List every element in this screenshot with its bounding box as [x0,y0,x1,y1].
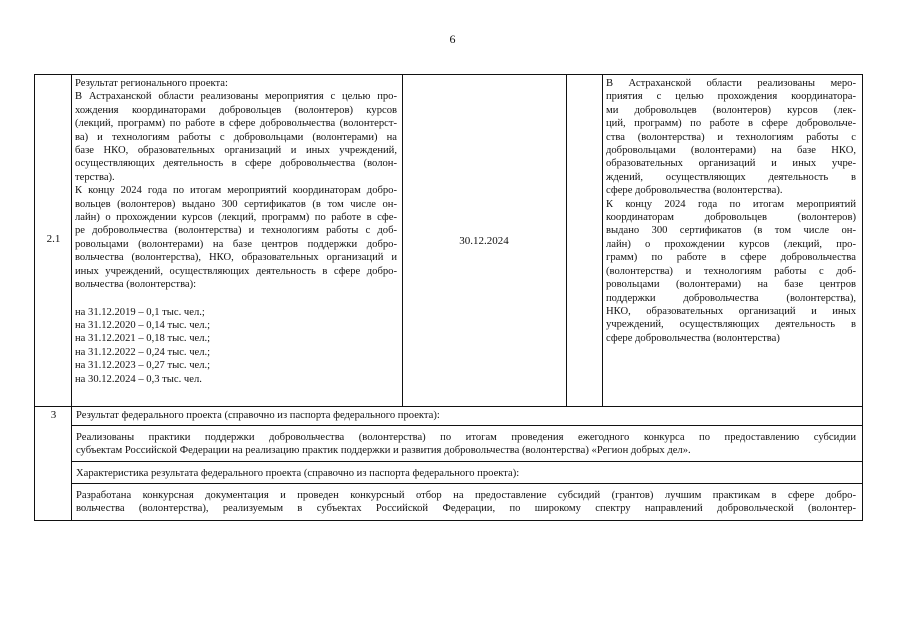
text-line: ждений, осуществляющих деятельность в [606,171,856,183]
text-line: ства (волонтерства) и технологиям работы с [606,131,856,143]
text-line: (лекций, программ) по работе в сфере добровольчества (волонтерст- [75,118,397,130]
text-line: базе НКО, образовательных организаций и иных учреждений, [75,145,397,157]
federal-result-heading: Результат федерального проекта (справочно из паспорта федерального проекта): [76,410,440,421]
federal-result-text [76,431,856,458]
column-divider [566,75,567,406]
text-line: Результат регионального проекта: [75,78,228,89]
characteristic-heading: Характеристика результата федерального проекта (справочно из паспорта федерального проекта): [76,468,520,479]
column-divider [602,75,603,406]
text-line: НКО, образовательных организаций и иных [606,305,856,317]
text-line: поддержки добровольчества (волонтерства), [606,292,856,304]
target-value: на 31.12.2021 – 0,18 тыс. чел.; [75,333,211,345]
text-line: добровольцами (волонтерами) на базе НКО, [606,145,856,157]
table-row-2-1 [35,75,862,407]
target-value: на 31.12.2020 – 0,14 тыс. чел.; [75,319,211,331]
text-line: приятия с целью прохождения координаторa- [606,91,856,103]
row-divider [72,483,862,484]
due-date: 30.12.2024 [459,234,509,247]
text-line: лайн) о прохождении курсов (лекций, программ) по работе в сфе- [75,212,397,224]
text-line: В Астраханской области реализованы мероприятия с целью про- [75,91,397,103]
text-line: ровольцами (волонтерами) на базе центров [606,279,856,291]
text-line: осуществляющих деятельность в сфере добровольчества (волон- [75,158,397,170]
column-divider [71,406,72,521]
text-line: вольчества (волонтерства): [75,279,197,291]
text-line: лайн) о прохождении курсов (лекций, про- [606,238,856,250]
text-line: К концу 2024 года по итогам мероприятий [606,198,856,210]
target-value: на 31.12.2019 – 0,1 тыс. чел.; [75,306,205,318]
regional-result-text [75,77,397,386]
text-line: ми добровольцев (волонтеров) курсов (лек- [606,104,856,116]
text-line: сфере добровольчества (волонтерства) [606,332,780,344]
text-line: терства). [75,171,115,183]
row-divider [72,461,862,462]
text-line: Реализованы практики поддержки добровольчества (волонтерства) по итогам проведения ежегодного конкурса по предоставлению субсидии [76,432,856,443]
row-divider [72,425,862,426]
text-line: (волонтерства) и технологиям работы с доб- [606,265,856,277]
text-line: грамм) по работе в сфере добровольчества [606,252,856,264]
page-number: 6 [449,32,456,46]
text-line: ва) и технологиям работы с добровольцами (волонтерами) на [75,131,397,143]
implementation-text [606,77,856,345]
target-value: на 31.12.2022 – 0,24 тыс. чел.; [75,346,211,358]
document-table [34,74,863,521]
text-line: К концу 2024 года по итогам мероприятий координаторам добро- [75,185,397,197]
text-line: хождения координаторами добровольцев (волонтеров) курсов [75,104,397,116]
row-number: 2.1 [46,233,61,245]
text-line: ций, программ) по работе в сфере добровольче- [606,118,856,130]
text-line: образовательных организаций и иных учре- [606,158,856,170]
text-line: Разработана конкурсная документация и проведен конкурсный отбор на предоставление субсидий (грантов) лучшим практикам в сфере добро- [76,490,856,501]
text-line: вольцев (волонтеров) выдано 300 сертификатов (в том числе он- [75,198,397,210]
text-line: ровольцами (волонтерами) на базе центров поддержки добро- [75,238,397,250]
text-line: субъектам Российской Федерации на реализацию практик поддержки и развития добровольчества (волонтерства) «Регион добрых дел». [76,445,691,457]
row-number: 3 [50,409,57,421]
text-line: вольчества (волонтерства), реализуемым в субъектах Российской Федерации, по широкому спектру направлений добровольческой (волонтер- [76,503,856,515]
text-line: координаторам добровольцев (волонтеров) [606,212,856,224]
text-line: ре добровольчества (волонтерства) и технологиям работы с доб- [75,225,397,237]
text-line: выдано 300 сертификатов (в том числе он- [606,225,856,237]
table-row-3 [35,406,862,521]
text-line: иных учреждений, осуществляющих деятельность в сфере добро- [75,265,397,277]
text-line: В Астраханской области реализованы меро- [606,78,856,89]
characteristic-text [76,489,856,516]
text-line: сфере добровольчества (волонтерства). [606,185,783,197]
target-value: на 30.12.2024 – 0,3 тыс. чел. [75,373,202,385]
text-line: вольчества (волонтерства), НКО, образовательных организаций и [75,252,397,264]
text-line: учреждений, осуществляющих деятельность в [606,319,856,331]
target-values-list [75,306,397,386]
target-value: на 31.12.2023 – 0,27 тыс. чел.; [75,360,211,372]
